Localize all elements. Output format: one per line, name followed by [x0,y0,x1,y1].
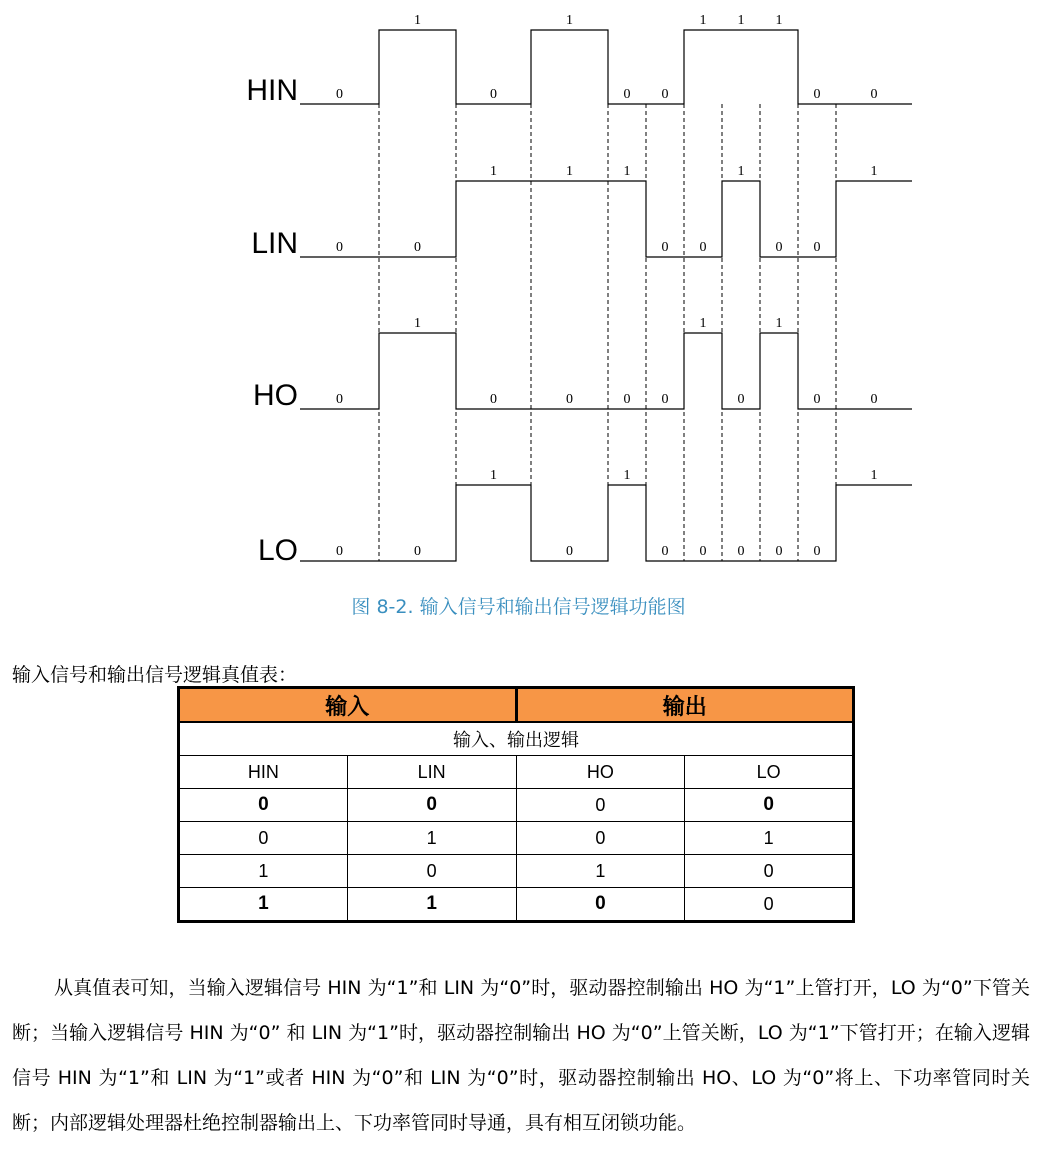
level-label: 1 [870,468,878,483]
level-label: 0 [566,544,573,559]
table-intro: 输入信号和输出信号逻辑真值表： [12,664,298,686]
level-label: 0 [775,240,783,255]
truth-table [177,686,855,923]
level-label: 0 [336,240,343,255]
level-label: 0 [813,392,821,407]
level-label: 1 [775,316,783,331]
level-label: 1 [566,13,573,28]
level-label: 0 [336,544,343,559]
table-cell: 1 [685,822,854,855]
level-label: 1 [623,164,631,179]
table-cell: 0 [685,789,854,822]
table-subheader: 输入、输出逻辑 [179,722,854,756]
column-header-lo: LO [685,756,854,789]
level-label: 0 [414,240,421,255]
level-label: 0 [870,392,878,407]
level-label: 1 [490,164,497,179]
level-label: 0 [623,87,631,102]
signal-label-lo: LO [257,534,298,567]
explanation-paragraph: 从真值表可知，当输入逻辑信号 HIN 为“1”和 LIN 为“0”时，驱动器控制输出 HO 为“1”上管打开，LO 为“0”下管关断；当输入逻辑信号 HIN 为“0” 和 LIN 为“1”时，驱动器控制输出 HO 为“0”上管关断，LO 为“1”下管打开；在输入逻辑信号 HIN 为“1”和 LIN 为“1”或者 HIN 为“0”和 LIN 为“0”时，驱动器控制输出 HO、LO 为“0”将上、下功率管同时关断；内部逻辑处理器杜绝控制器输出上、下功率管同时导通，具有相互闭锁功能。 [12,977,1030,1134]
level-label: 0 [870,87,878,102]
level-label: 0 [699,544,707,559]
group-output-header: 输出 [516,688,854,723]
column-header-lin: LIN [347,756,516,789]
level-label: 0 [623,392,631,407]
table-cell: 0 [516,888,685,922]
column-header-ho: HO [516,756,685,789]
table-row [179,789,854,822]
column-header-hin: HIN [179,756,348,789]
level-label: 0 [566,392,573,407]
level-label: 0 [661,544,669,559]
table-cell: 1 [347,888,516,922]
level-label: 0 [661,392,669,407]
signal-label-ho: HO [253,379,298,412]
level-label: 0 [737,544,745,559]
level-label: 0 [813,87,821,102]
level-label: 0 [813,240,821,255]
level-label: 1 [414,13,421,28]
level-label: 1 [737,13,745,28]
level-label: 0 [737,392,745,407]
table-cell: 0 [347,855,516,888]
level-label: 1 [870,164,878,179]
level-label: 1 [775,13,783,28]
group-header-row [179,688,854,723]
signal-label-lin: LIN [251,227,298,260]
table-cell: 0 [516,789,685,822]
level-label: 1 [414,316,421,331]
subheader-row [179,722,854,756]
level-label: 1 [699,13,707,28]
level-label: 0 [336,87,343,102]
table-cell: 0 [685,855,854,888]
table-cell: 0 [179,822,348,855]
table-cell: 0 [347,789,516,822]
level-label: 1 [623,468,631,483]
table-cell: 1 [179,855,348,888]
level-label: 0 [661,240,669,255]
level-label: 0 [490,87,497,102]
level-label: 0 [661,87,669,102]
group-input-header: 输入 [179,688,517,723]
level-label: 1 [566,164,573,179]
table-cell: 0 [516,822,685,855]
level-label: 1 [699,316,707,331]
level-label: 0 [775,544,783,559]
level-label: 0 [699,240,707,255]
table-row [179,822,854,855]
level-label: 0 [490,392,497,407]
table-cell: 0 [685,888,854,922]
signal-label-hin: HIN [246,74,298,107]
level-label: 0 [414,544,421,559]
figure-caption: 图 8-2. 输入信号和输出信号逻辑功能图 [351,596,686,618]
table-cell: 1 [179,888,348,922]
table-cell: 1 [347,822,516,855]
table-cell: 1 [516,855,685,888]
table-row [179,888,854,922]
level-label: 0 [336,392,343,407]
table-cell: 0 [179,789,348,822]
level-label: 1 [490,468,497,483]
table-row [179,855,854,888]
level-label: 1 [737,164,745,179]
column-header-row [179,756,854,789]
level-label: 0 [813,544,821,559]
